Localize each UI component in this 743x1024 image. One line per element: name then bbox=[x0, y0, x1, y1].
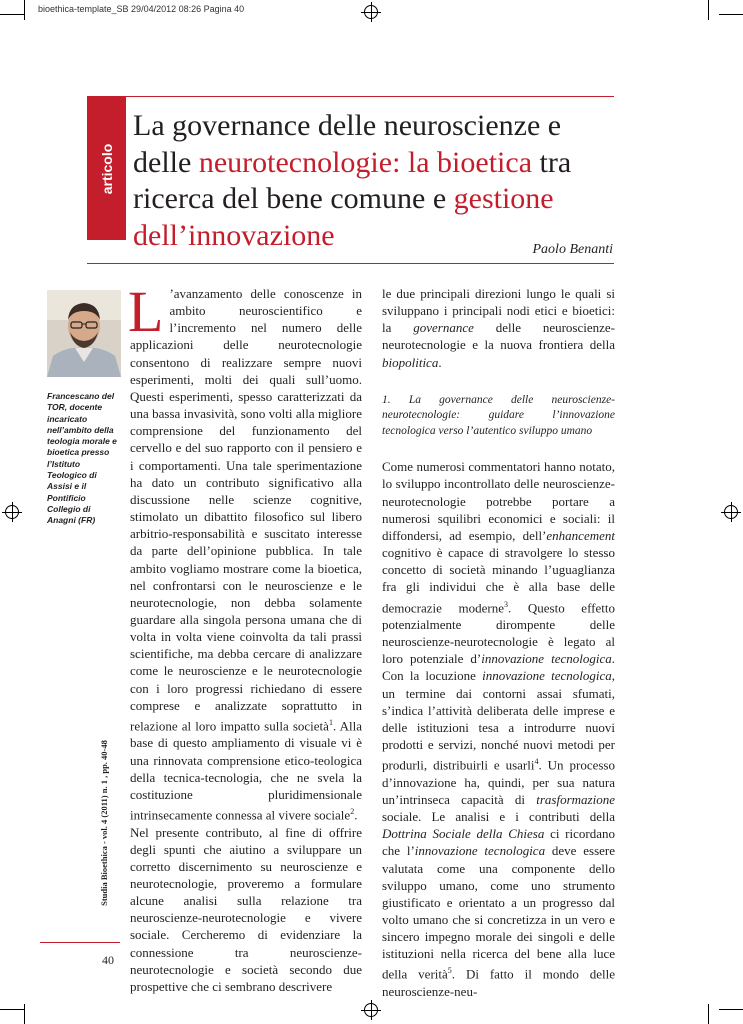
paragraph-text: . Questo effetto potenzialmente dirompente delle neuroscienze-neurotecnologie è legato al loro potenziale d’ bbox=[382, 599, 615, 667]
author-photo bbox=[47, 290, 121, 377]
paragraph-text: . Un processo d’innovazione ha, quindi, per sua natura un’intrinseca capacità di bbox=[382, 757, 615, 807]
title-highlight: neurotecnologie: la bioetica bbox=[198, 145, 533, 179]
crop-mark bbox=[0, 1009, 24, 1010]
registration-mark-icon bbox=[364, 1003, 378, 1017]
body-paragraph bbox=[382, 285, 615, 371]
footnote-ref: 3 bbox=[504, 599, 508, 609]
crop-mark bbox=[0, 14, 24, 15]
paragraph-text: . bbox=[438, 354, 442, 370]
title-highlight: gestione dell’innovazione bbox=[133, 182, 554, 252]
header-rule-top bbox=[87, 96, 614, 97]
body-paragraph bbox=[382, 458, 615, 1000]
section-heading: 1. La governance delle neuroscienze-neurotecnologie: guidare l’innovazione tecnologica verso l’autentico sviluppo umano bbox=[382, 393, 615, 437]
body-column-left bbox=[128, 279, 362, 995]
paragraph-text: le due principali direzioni lungo le quali si sviluppano i principali nodi etici e bioetici: la bbox=[382, 286, 615, 336]
paragraph-text: cognitivo è capace di stravolgere lo stesso concetto di società minando l’uguaglianza fra gli individui che è alla base delle democrazie moderne bbox=[382, 545, 615, 615]
footnote-ref: 1 bbox=[328, 717, 333, 727]
crop-mark bbox=[708, 1004, 709, 1024]
author-caption: Francescano del TOR, docente incaricato nell’ambito della teologia morale e bioetica presso l’Istituto Teologico di Assisi e il Pontificio Collegio di Anagni (FR) bbox=[47, 391, 117, 526]
registration-mark-icon bbox=[724, 505, 738, 519]
paragraph-text: . Alla base di questo ampliamento di visuale vi è una rinnovata comprensione etico-teologica della tecnica-tecnologia, che ne svela la costituzione pluridimensionale intrinsecamente connessa al vivere sociale bbox=[130, 718, 362, 823]
crop-mark bbox=[719, 1009, 743, 1010]
section-tab-label: articolo bbox=[98, 143, 115, 194]
paragraph-text: Come numerosi commentatori hanno notato, lo sviluppo incontrollato delle neuroscienze-neurotecnologie potrebbe portare a numerosi squilibri economici e sociali: il diffondersi, ad esempio, dell’ bbox=[382, 459, 615, 543]
italic-term: trasformazione bbox=[536, 791, 615, 807]
crop-mark bbox=[24, 0, 25, 20]
page-number: 40 bbox=[102, 953, 114, 967]
journal-reference bbox=[96, 718, 112, 928]
body-paragraph: Nel presente contributo, al fine di offrire degli spunti che aiutino a sviluppare un corretto discernimento su neuroscienze e neurotecnologie, proveremo a formulare alcune analisi sulla relazione tra neuroscienze-neurotecnologie e vivere sociale. Cercheremo di evidenziare la connessione tra neuroscienze-neurotecnologie e società secondo due prospettive che ci sembrano descrivere bbox=[130, 824, 362, 994]
journal-reference-text: Studia Bioethica - vol. 4 (2011) n. 1 , pp. 40-48 bbox=[99, 740, 109, 906]
italic-term: governance bbox=[413, 320, 474, 336]
crop-mark bbox=[719, 14, 743, 15]
paragraph-text: ci ricordano che l’ bbox=[382, 826, 615, 859]
registration-mark-icon bbox=[5, 505, 19, 519]
header-rule-bottom bbox=[87, 263, 614, 264]
paragraph-text: deve essere valutata come una componente dello sviluppo umano, come uno strumento giustificato e orientato a un progresso dal volto umano che si concretizza in un vero e sincero impegno morale dei singoli e delle istituzioni nella ricerca del bene alla luce della verità bbox=[382, 843, 615, 982]
italic-term: enhancement bbox=[546, 527, 615, 543]
paragraph-text: delle neuroscienze-neurotecnologie e la nuova frontiera della bbox=[382, 320, 615, 353]
footnote-ref: 2 bbox=[350, 807, 355, 817]
drop-cap: L bbox=[128, 279, 164, 344]
italic-term: innovazione tecnologica bbox=[482, 668, 612, 684]
italic-term: innovazione tecnologica bbox=[481, 651, 612, 667]
author-name: Paolo Benanti bbox=[532, 242, 613, 257]
article-title bbox=[133, 108, 613, 254]
paragraph-text: . Con la locuzione bbox=[382, 651, 615, 684]
paragraph-text: ’avanzamento delle conoscenze in ambito neuroscientifico e l’incremento nel numero delle applicazioni delle neurotecnologie consentono di realizzare sempre nuovi esperimenti, molti dei quali sull’uomo. Questi esperimenti, spesso caratterizzati da una bassa invasività, sono volti alla migliore comprensione del funzionamento del cervello e del suo rapporto con il pensiero e i comportamenti. Una tale sperimentazione ha dato un contributo significativo alla discussione nelle scienze cognitive, stimolato un dibattito filosofico sul libero arbitrio-responsabilità e suscitato interesse da parte dell’opinione pubblica. In tale ambito vogliamo mostrare come la bioetica, nel confrontarsi con le neuroscienze e le neurotecnologie, non debba solamente guardare alla singola persona umana che di volta in volta viene coinvolta da tali prassi scientifiche, ma debba cercare di analizzare come le neuroscienze e le neurotecnologie con i loro progressi richiedano di essere comprese e analizzate soprattutto in relazione al loro impatto sulla società bbox=[130, 286, 362, 734]
body-paragraph: L ’avanzamento delle conoscenze in ambito neuroscientifico e l’incremento nel numero delle applicazioni delle neurotecnologie consentono di realizzare sempre nuovi esperimenti, molti dei quali sull’uomo. Questi esperimenti, spesso caratterizzati da una bassa invasività, sono volti alla migliore comprensione del funzionamento del cervello e del suo rapporto con il pensiero e i comportamenti. Una tale sperimentazione ha dato un contributo significativo alla discussione nelle scienze cognitive, stimolato un dibattito filosofico sul libero arbitrio-responsabilità e suscitato interesse da parte dell’opinione pubblica. In tale ambito vogliamo mostrare come la bioetica, nel confrontarsi con le neuroscienze e le neurotecnologie, non debba solamente guardare alla singola persona umana che di volta in volta viene coinvolta da tali prassi scientifiche, ma debba cercare di analizzare come le neuroscienze e le neurotecnologie con i loro progressi richiedano di essere comprese e analizzate soprattutto in relazione al loro impatto sulla società$^1$. Alla base di questo ampliamento di visuale vi è una rinnovata comprensione etico-teologica della tecnica-tecnologia, che ne svela la costituzione pluridimensionale intrinsecamente connessa al vivere sociale$^2$. bbox=[128, 279, 362, 823]
paragraph-text: . Di fatto il mondo delle neuroscienze-neu- bbox=[382, 966, 616, 999]
italic-term: Dottrina Sociale della Chiesa bbox=[382, 826, 545, 842]
crop-mark bbox=[708, 0, 709, 20]
title-part: La governance delle neuroscienze e delle bbox=[133, 109, 562, 179]
footnote-ref: 5 bbox=[447, 966, 452, 976]
section-tab bbox=[87, 97, 126, 240]
body-column-right bbox=[382, 285, 615, 1000]
footnote-ref: 4 bbox=[534, 757, 539, 767]
italic-term: innovazione tecnologica bbox=[414, 843, 546, 859]
paragraph-text: sociale. Le analisi e i contributi della bbox=[382, 809, 615, 825]
title-part: tra ricerca del bene comune e bbox=[133, 145, 572, 215]
crop-mark bbox=[24, 1004, 25, 1024]
print-slug: bioethica-template_SB 29/04/2012 08:26 Pagina 40 bbox=[38, 4, 245, 14]
paragraph-text: , un termine dai contorni assai sfumati, s’indica l’attività deliberata delle imprese e delle istituzioni tesa a introdurre nuovi prodotti e servizi, nonché nuovi metodi per produrli, distribuirli e usarli bbox=[382, 668, 615, 773]
footer-rule bbox=[40, 942, 120, 943]
italic-term: biopolitica bbox=[382, 354, 439, 370]
registration-mark-icon bbox=[364, 5, 378, 19]
